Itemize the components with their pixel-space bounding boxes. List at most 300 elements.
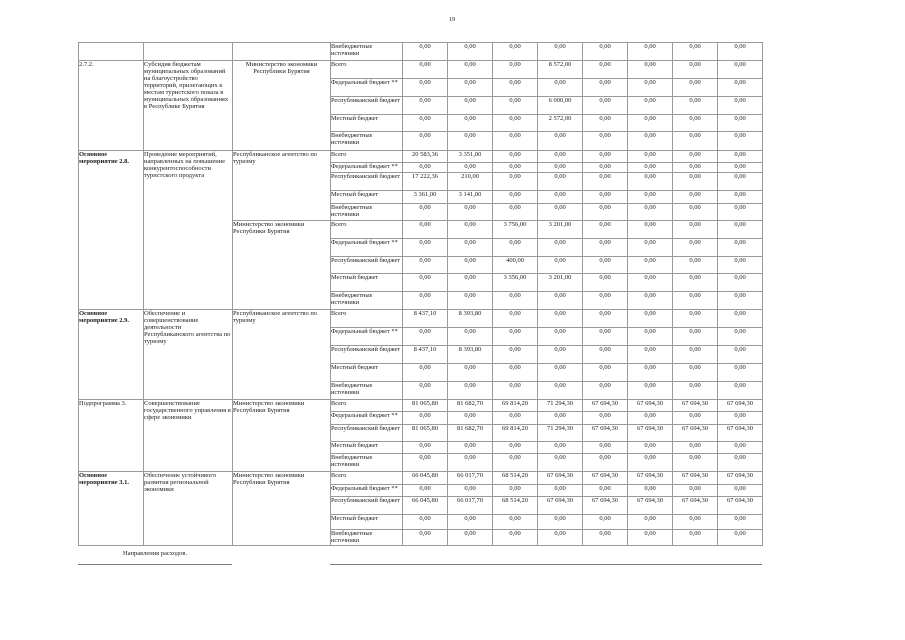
amount-cell: 69 814,20 (493, 425, 538, 442)
funding-source (331, 472, 403, 485)
amount-cell: 0,00 (403, 530, 448, 546)
amount-cell: 0,00 (403, 328, 448, 346)
amount-cell: 0,00 (718, 328, 763, 346)
amount-cell: 0,00 (448, 97, 493, 115)
funding-source (331, 43, 403, 61)
amount-cell: 0,00 (403, 43, 448, 61)
amount-cell: 3 756,00 (493, 221, 538, 239)
amount-cell: 0,00 (493, 310, 538, 328)
funding-source (331, 310, 403, 328)
separator-line (330, 564, 762, 565)
funding-source-label: Местный бюджет (331, 274, 379, 281)
funding-source (331, 425, 403, 442)
amount-cell: 0,00 (583, 151, 628, 163)
funding-source-label: Всего (331, 61, 347, 68)
amount-cell: 0,00 (403, 454, 448, 472)
amount-cell: 0,00 (673, 191, 718, 204)
amount-cell: 0,00 (628, 454, 673, 472)
amount-cell: 0,00 (718, 115, 763, 132)
table-body (79, 43, 763, 546)
funding-source (331, 97, 403, 115)
amount-cell: 0,00 (583, 239, 628, 257)
funding-source (331, 442, 403, 454)
amount-cell: 0,00 (583, 364, 628, 382)
amount-cell: 67 694,30 (628, 425, 673, 442)
amount-cell: 0,00 (538, 163, 583, 173)
funding-source (331, 132, 403, 151)
amount-cell: 67 694,30 (718, 400, 763, 412)
amount-cell: 0,00 (538, 132, 583, 151)
amount-cell: 0,00 (628, 163, 673, 173)
amount-cell: 0,00 (583, 515, 628, 530)
amount-cell: 0,00 (448, 221, 493, 239)
amount-cell: 67 694,30 (673, 400, 718, 412)
amount-cell: 0,00 (493, 163, 538, 173)
amount-cell: 210,00 (448, 173, 493, 191)
amount-cell: 0,00 (403, 204, 448, 221)
amount-cell: 0,00 (538, 442, 583, 454)
amount-cell: 67 694,30 (628, 400, 673, 412)
amount-cell: 0,00 (448, 515, 493, 530)
amount-cell: 0,00 (403, 163, 448, 173)
amount-cell: 0,00 (448, 132, 493, 151)
amount-cell: 0,00 (673, 173, 718, 191)
amount-cell: 0,00 (448, 530, 493, 546)
amount-cell: 67 694,30 (538, 472, 583, 485)
amount-cell: 0,00 (673, 328, 718, 346)
amount-cell: 0,00 (448, 163, 493, 173)
funding-source (331, 515, 403, 530)
amount-cell: 0,00 (718, 364, 763, 382)
measure-name: Обеспечение и совершенствование деятельности Республиканского агентства по туризму (144, 310, 233, 400)
amount-cell: 0,00 (403, 97, 448, 115)
amount-cell: 8 572,00 (538, 61, 583, 79)
amount-cell: 0,00 (628, 43, 673, 61)
amount-cell: 0,00 (673, 364, 718, 382)
funding-source-label: Местный бюджет (331, 442, 379, 449)
amount-cell: 0,00 (718, 221, 763, 239)
funding-source-label: Местный бюджет (331, 191, 379, 198)
amount-cell: 0,00 (673, 115, 718, 132)
amount-cell: 66 045,80 (403, 497, 448, 515)
measure-code: 2.7.2. (79, 61, 144, 151)
amount-cell: 66 017,70 (448, 472, 493, 485)
amount-cell: 0,00 (403, 412, 448, 425)
amount-cell: 0,00 (583, 163, 628, 173)
amount-cell: 0,00 (583, 257, 628, 274)
amount-cell: 71 294,30 (538, 400, 583, 412)
amount-cell: 0,00 (628, 239, 673, 257)
amount-cell: 0,00 (538, 412, 583, 425)
funding-source-label: Всего (331, 151, 347, 158)
amount-cell: 0,00 (673, 239, 718, 257)
amount-cell: 69 814,20 (493, 400, 538, 412)
amount-cell: 67 694,30 (628, 472, 673, 485)
amount-cell: 3 356,00 (493, 274, 538, 292)
amount-cell: 0,00 (403, 364, 448, 382)
amount-cell: 0,00 (718, 515, 763, 530)
amount-cell: 0,00 (493, 412, 538, 425)
amount-cell: 17 222,36 (403, 173, 448, 191)
amount-cell: 0,00 (403, 239, 448, 257)
amount-cell: 0,00 (448, 292, 493, 310)
amount-cell: 67 694,30 (673, 425, 718, 442)
amount-cell: 0,00 (718, 239, 763, 257)
funding-source-label: Федеральный бюджет ** (331, 485, 398, 492)
amount-cell: 68 514,20 (493, 497, 538, 515)
amount-cell: 0,00 (583, 79, 628, 97)
amount-cell: 0,00 (628, 79, 673, 97)
amount-cell: 0,00 (718, 346, 763, 364)
measure-code: Основное мероприятие 2.8. (79, 151, 144, 310)
funding-source (331, 163, 403, 173)
amount-cell: 8 393,80 (448, 310, 493, 328)
amount-cell: 0,00 (628, 515, 673, 530)
amount-cell: 0,00 (493, 239, 538, 257)
amount-cell: 0,00 (493, 328, 538, 346)
amount-cell: 0,00 (628, 328, 673, 346)
amount-cell: 0,00 (493, 151, 538, 163)
funding-source (331, 328, 403, 346)
amount-cell: 8 437,10 (403, 310, 448, 328)
amount-cell: 0,00 (673, 485, 718, 497)
amount-cell: 0,00 (493, 346, 538, 364)
amount-cell: 0,00 (493, 442, 538, 454)
amount-cell: 8 437,10 (403, 346, 448, 364)
amount-cell: 0,00 (493, 191, 538, 204)
amount-cell: 0,00 (583, 485, 628, 497)
funding-source-label: Федеральный бюджет ** (331, 239, 398, 246)
funding-source-label: Местный бюджет (331, 515, 379, 522)
amount-cell: 0,00 (583, 346, 628, 364)
amount-cell: 0,00 (628, 173, 673, 191)
responsible-executor: Республиканское агентство по туризму (233, 310, 331, 400)
amount-cell: 0,00 (583, 43, 628, 61)
separator-line (78, 564, 232, 565)
amount-cell: 67 694,30 (583, 497, 628, 515)
amount-cell: 0,00 (673, 442, 718, 454)
amount-cell: 0,00 (538, 485, 583, 497)
amount-cell: 0,00 (673, 151, 718, 163)
funding-source-label: Всего (331, 472, 347, 479)
amount-cell: 3 201,00 (538, 221, 583, 239)
amount-cell: 0,00 (628, 257, 673, 274)
measure-code: Подпрограмма 3. (79, 400, 144, 472)
amount-cell: 67 694,30 (583, 400, 628, 412)
amount-cell: 0,00 (583, 412, 628, 425)
amount-cell: 0,00 (448, 115, 493, 132)
measure-name-empty (144, 43, 233, 61)
amount-cell: 0,00 (673, 515, 718, 530)
amount-cell: 0,00 (673, 221, 718, 239)
amount-cell: 0,00 (538, 454, 583, 472)
amount-cell: 0,00 (493, 43, 538, 61)
funding-source-label: Внебюджетные источники (331, 530, 373, 544)
amount-cell: 6 000,00 (538, 97, 583, 115)
funding-source-label: Республиканский бюджет (331, 173, 401, 180)
amount-cell: 0,00 (628, 97, 673, 115)
amount-cell: 0,00 (718, 61, 763, 79)
amount-cell: 0,00 (583, 328, 628, 346)
page-number: 19 (448, 16, 456, 23)
amount-cell: 66 017,70 (448, 497, 493, 515)
amount-cell: 0,00 (718, 292, 763, 310)
amount-cell: 0,00 (718, 43, 763, 61)
amount-cell: 0,00 (583, 292, 628, 310)
amount-cell: 0,00 (403, 442, 448, 454)
funding-source-label: Местный бюджет (331, 364, 379, 371)
amount-cell: 0,00 (718, 257, 763, 274)
amount-cell: 0,00 (448, 43, 493, 61)
amount-cell: 0,00 (628, 346, 673, 364)
amount-cell: 0,00 (673, 274, 718, 292)
amount-cell: 0,00 (538, 43, 583, 61)
funding-source (331, 530, 403, 546)
amount-cell: 0,00 (718, 412, 763, 425)
funding-source (331, 274, 403, 292)
amount-cell: 0,00 (718, 382, 763, 400)
funding-source-label: Республиканский бюджет (331, 346, 401, 353)
amount-cell: 0,00 (403, 485, 448, 497)
funding-source (331, 364, 403, 382)
funding-source-label: Внебюджетные источники (331, 292, 373, 306)
responsible-executor: Республиканское агентство по туризму (233, 151, 331, 221)
amount-cell: 67 694,30 (583, 472, 628, 485)
amount-cell: 0,00 (493, 173, 538, 191)
amount-cell: 0,00 (448, 79, 493, 97)
amount-cell: 0,00 (493, 364, 538, 382)
amount-cell: 0,00 (493, 382, 538, 400)
amount-cell: 0,00 (538, 328, 583, 346)
amount-cell: 0,00 (673, 530, 718, 546)
amount-cell: 0,00 (673, 79, 718, 97)
table-row (79, 400, 763, 412)
amount-cell: 0,00 (538, 292, 583, 310)
amount-cell: 0,00 (538, 191, 583, 204)
amount-cell: 0,00 (718, 132, 763, 151)
responsible-executor-empty (233, 43, 331, 61)
amount-cell: 0,00 (628, 151, 673, 163)
amount-cell: 0,00 (493, 132, 538, 151)
amount-cell: 0,00 (493, 530, 538, 546)
amount-cell: 0,00 (718, 485, 763, 497)
amount-cell: 0,00 (673, 61, 718, 79)
amount-cell: 0,00 (628, 364, 673, 382)
amount-cell: 3 141,00 (448, 191, 493, 204)
funding-source-label: Внебюджетные источники (331, 132, 373, 146)
amount-cell: 0,00 (718, 454, 763, 472)
amount-cell: 71 294,30 (538, 425, 583, 442)
amount-cell: 0,00 (583, 274, 628, 292)
amount-cell: 0,00 (628, 442, 673, 454)
amount-cell: 400,00 (493, 257, 538, 274)
amount-cell: 0,00 (718, 274, 763, 292)
amount-cell: 0,00 (448, 485, 493, 497)
amount-cell: 3 361,00 (403, 191, 448, 204)
amount-cell: 0,00 (583, 61, 628, 79)
amount-cell: 3 351,00 (448, 151, 493, 163)
amount-cell: 67 694,30 (673, 472, 718, 485)
funding-source-label: Внебюджетные источники (331, 43, 373, 57)
table-row (79, 43, 763, 61)
responsible-executor: Министерство экономики Республики Бурятия (233, 221, 331, 310)
amount-cell: 0,00 (718, 151, 763, 163)
amount-cell: 66 045,80 (403, 472, 448, 485)
amount-cell: 0,00 (538, 346, 583, 364)
amount-cell: 0,00 (583, 97, 628, 115)
amount-cell: 0,00 (628, 292, 673, 310)
amount-cell: 0,00 (538, 173, 583, 191)
amount-cell: 0,00 (538, 364, 583, 382)
amount-cell: 0,00 (403, 274, 448, 292)
funding-source (331, 191, 403, 204)
funding-source-label: Федеральный бюджет ** (331, 79, 398, 86)
amount-cell: 0,00 (493, 204, 538, 221)
amount-cell: 0,00 (628, 485, 673, 497)
amount-cell: 0,00 (673, 292, 718, 310)
amount-cell: 0,00 (583, 442, 628, 454)
responsible-executor: Министерство экономики Республики Бурятия (233, 61, 331, 151)
amount-cell: 0,00 (718, 79, 763, 97)
amount-cell: 0,00 (493, 115, 538, 132)
amount-cell: 0,00 (538, 151, 583, 163)
amount-cell: 81 682,70 (448, 400, 493, 412)
amount-cell: 0,00 (403, 221, 448, 239)
amount-cell: 0,00 (583, 132, 628, 151)
amount-cell: 0,00 (583, 173, 628, 191)
amount-cell: 0,00 (628, 204, 673, 221)
amount-cell: 0,00 (673, 412, 718, 425)
amount-cell: 0,00 (718, 163, 763, 173)
funding-source-label: Внебюджетные источники (331, 382, 373, 396)
amount-cell: 3 201,00 (538, 274, 583, 292)
measure-code: Основное мероприятие 2.9. (79, 310, 144, 400)
amount-cell: 0,00 (403, 515, 448, 530)
amount-cell: 0,00 (673, 163, 718, 173)
measure-code: Основное мероприятие 3.1. (79, 472, 144, 546)
amount-cell: 81 065,80 (403, 400, 448, 412)
amount-cell: 0,00 (493, 485, 538, 497)
amount-cell: 0,00 (628, 115, 673, 132)
measure-name: Совершенствование государственного управления в сфере экономики (144, 400, 233, 472)
amount-cell: 0,00 (493, 61, 538, 79)
amount-cell: 0,00 (628, 191, 673, 204)
amount-cell: 67 694,30 (673, 497, 718, 515)
amount-cell: 0,00 (673, 382, 718, 400)
amount-cell: 0,00 (538, 239, 583, 257)
document-body (78, 42, 762, 576)
amount-cell: 67 694,30 (538, 497, 583, 515)
amount-cell: 0,00 (538, 515, 583, 530)
table-row (79, 472, 763, 485)
amount-cell: 0,00 (583, 115, 628, 132)
amount-cell: 0,00 (448, 328, 493, 346)
funding-source-label: Местный бюджет (331, 115, 379, 122)
amount-cell: 0,00 (583, 382, 628, 400)
amount-cell: 67 694,30 (718, 425, 763, 442)
funding-source (331, 454, 403, 472)
funding-source (331, 204, 403, 221)
amount-cell: 0,00 (628, 530, 673, 546)
funding-source (331, 173, 403, 191)
amount-cell: 0,00 (628, 310, 673, 328)
funding-source-label: Федеральный бюджет ** (331, 328, 398, 335)
funding-source-label: Республиканский бюджет (331, 425, 401, 432)
measure-name: Субсидия бюджетам муниципальных образований на благоустройство территорий, прилегающих к местам туристского показа в муниципальных образованиях в Республике Бурятия (144, 61, 233, 151)
amount-cell: 2 572,00 (538, 115, 583, 132)
amount-cell: 0,00 (403, 382, 448, 400)
amount-cell: 0,00 (403, 292, 448, 310)
amount-cell: 0,00 (583, 204, 628, 221)
amount-cell: 0,00 (673, 454, 718, 472)
responsible-executor: Министерство экономики Республики Бурятия (233, 400, 331, 472)
funding-source (331, 485, 403, 497)
funding-source (331, 497, 403, 515)
funding-source (331, 151, 403, 163)
amount-cell: 68 514,20 (493, 472, 538, 485)
amount-cell: 0,00 (448, 61, 493, 79)
funding-source-label: Республиканский бюджет (331, 257, 401, 264)
funding-source-label: Внебюджетные источники (331, 204, 373, 218)
amount-cell: 0,00 (583, 530, 628, 546)
amount-cell: 0,00 (448, 239, 493, 257)
funding-source (331, 412, 403, 425)
amount-cell: 0,00 (583, 191, 628, 204)
funding-source-label: Федеральный бюджет ** (331, 412, 398, 419)
amount-cell: 0,00 (538, 382, 583, 400)
funding-source-label: Всего (331, 400, 347, 407)
amount-cell: 0,00 (403, 132, 448, 151)
responsible-executor: Министерство экономики Республики Бурятия (233, 472, 331, 546)
funding-source-label: Федеральный бюджет ** (331, 163, 398, 170)
amount-cell: 0,00 (493, 97, 538, 115)
funding-source (331, 382, 403, 400)
amount-cell: 20 583,36 (403, 151, 448, 163)
amount-cell: 0,00 (583, 221, 628, 239)
amount-cell: 67 694,30 (628, 497, 673, 515)
funding-source (331, 257, 403, 274)
table-row (79, 310, 763, 328)
amount-cell: 0,00 (493, 454, 538, 472)
amount-cell: 0,00 (628, 382, 673, 400)
footnote: Направления расходов. (123, 550, 188, 557)
budget-table (78, 42, 763, 546)
amount-cell: 0,00 (628, 61, 673, 79)
amount-cell: 0,00 (493, 515, 538, 530)
amount-cell: 0,00 (448, 364, 493, 382)
amount-cell: 0,00 (673, 257, 718, 274)
amount-cell: 0,00 (538, 79, 583, 97)
amount-cell: 0,00 (673, 43, 718, 61)
amount-cell: 0,00 (718, 173, 763, 191)
amount-cell: 0,00 (538, 204, 583, 221)
table-row (79, 151, 763, 163)
amount-cell: 0,00 (448, 382, 493, 400)
amount-cell: 0,00 (673, 132, 718, 151)
amount-cell: 81 682,70 (448, 425, 493, 442)
amount-cell: 0,00 (538, 310, 583, 328)
amount-cell: 0,00 (538, 257, 583, 274)
table-row (79, 61, 763, 79)
funding-source (331, 346, 403, 364)
amount-cell: 0,00 (628, 132, 673, 151)
amount-cell: 0,00 (628, 221, 673, 239)
funding-source (331, 115, 403, 132)
amount-cell: 81 065,80 (403, 425, 448, 442)
amount-cell: 0,00 (673, 97, 718, 115)
amount-cell: 0,00 (673, 310, 718, 328)
measure-name: Обеспечение устойчивого развития региональной экономики (144, 472, 233, 546)
